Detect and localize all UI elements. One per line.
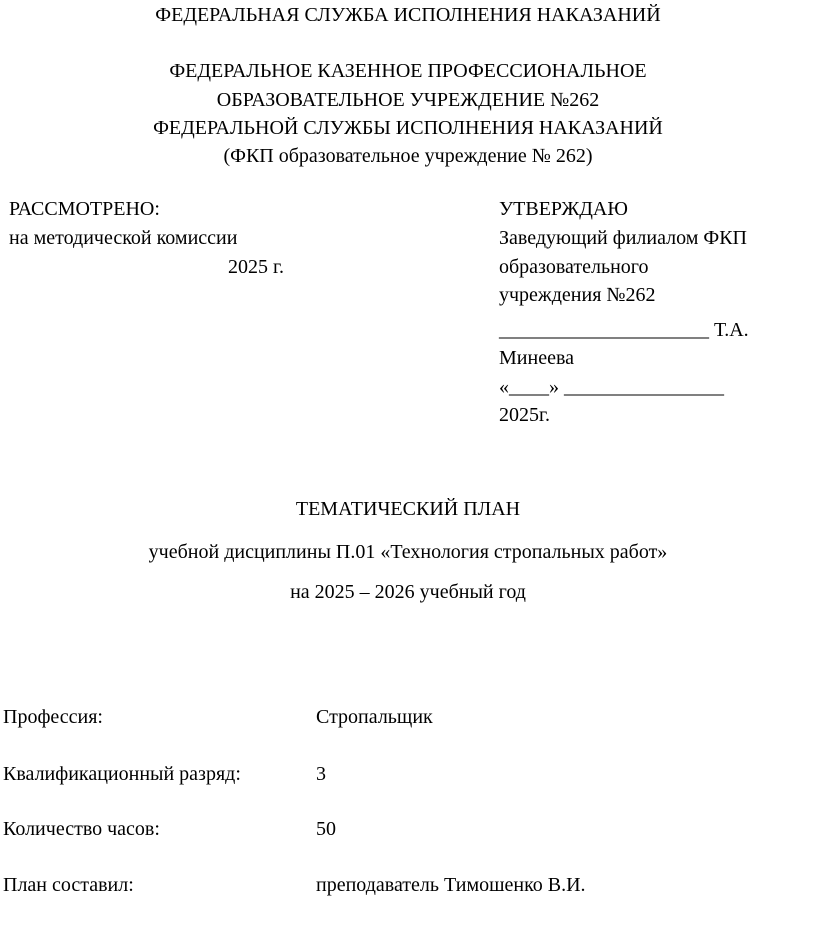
detail-label-hours: Количество часов: (3, 818, 160, 840)
approve-organization-2: учреждения №262 (499, 284, 656, 306)
header-line-5: (ФКП образовательное учреждение № 262) (223, 145, 593, 167)
approve-surname: Минеева (499, 347, 574, 369)
reviewed-commission: на методической комиссии (9, 227, 238, 249)
detail-value-grade: 3 (316, 763, 326, 785)
plan-title: ТЕМАТИЧЕСКИЙ ПЛАН (295, 498, 521, 520)
detail-value-hours: 50 (316, 818, 336, 840)
approve-date-line: «____» ________________ (499, 376, 724, 398)
plan-year: на 2025 – 2026 учебный год (290, 581, 526, 603)
header-line-1: ФЕДЕРАЛЬНАЯ СЛУЖБА ИСПОЛНЕНИЯ НАКАЗАНИЙ (155, 4, 661, 26)
approve-title: УТВЕРЖДАЮ (499, 198, 628, 220)
reviewed-title: РАССМОТРЕНО: (9, 198, 160, 220)
detail-value-profession: Стропальщик (316, 706, 433, 728)
approve-position: Заведующий филиалом ФКП (499, 227, 747, 249)
detail-label-grade: Квалификационный разряд: (3, 763, 241, 785)
approve-year: 2025г. (499, 404, 550, 426)
detail-value-author: преподаватель Тимошенко В.И. (316, 874, 586, 896)
plan-subtitle: учебной дисциплины П.01 «Технология стропальных работ» (148, 541, 668, 563)
header-line-4: ФЕДЕРАЛЬНОЙ СЛУЖБЫ ИСПОЛНЕНИЯ НАКАЗАНИЙ (153, 117, 663, 139)
approve-organization-1: образовательного (499, 256, 649, 278)
header-line-3: ОБРАЗОВАТЕЛЬНОЕ УЧРЕЖДЕНИЕ №262 (216, 89, 600, 111)
detail-label-profession: Профессия: (3, 706, 103, 728)
reviewed-year: 2025 г. (228, 256, 284, 278)
detail-label-author: План составил: (3, 874, 134, 896)
header-line-2: ФЕДЕРАЛЬНОЕ КАЗЕННОЕ ПРОФЕССИОНАЛЬНОЕ (169, 60, 647, 82)
approve-signature-line: _____________________ Т.А. (499, 319, 749, 341)
